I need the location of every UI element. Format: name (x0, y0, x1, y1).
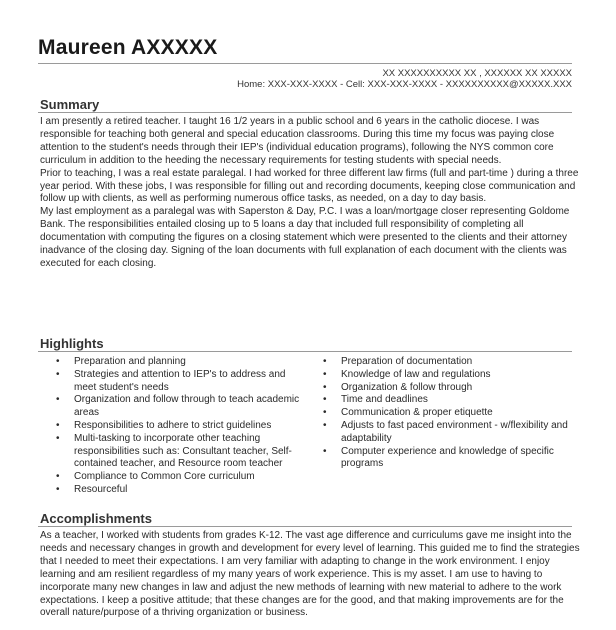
contact-line: Home: XXX-XXX-XXXX - Cell: XXX-XXX-XXXX - XXXXXXXXXX@XXXXX.XXX (237, 79, 572, 90)
list-item: • Resourceful (56, 484, 304, 497)
list-item: • Organization & follow through (323, 382, 581, 395)
highlights-divider (38, 351, 572, 352)
highlights-heading: Highlights (40, 336, 104, 351)
candidate-name: Maureen AXXXXX (38, 36, 218, 59)
accomplishments-text: As a teacher, I worked with students from grades K-12. The vast age difference and curriculums gave me insight into the needs and necessary changes in growth and development for every level of learning. This guided me to find the strategies that I needed to meet their expectations. I am very familiar with adapting to change in the work environment. I enjoy learning and am resilient regardless of my many years of work experience. This is my asset. I am use to having to incorporate many new changes in law and adjust the new methods of learning with new material to adhere to the work expectations. I keep a positive attitude; that these changes are for the good, and that making improvements are for the overall nature/purpose of a thriving organization or business. (40, 530, 580, 619)
list-item: • Responsibilities to adhere to strict guidelines (56, 420, 304, 433)
address-line: XX XXXXXXXXXX XX , XXXXXX XX XXXXX (382, 68, 572, 79)
summary-paragraph: Prior to teaching, I was a real estate paralegal. I had worked for three different law firms (full and part-time ) during a three year period. With these jobs, I was responsible for filling out and recording documents, keeping close communication and follow up with clients, as well as performing numerous office tasks, as needed, on a day to day basis. (40, 167, 579, 205)
list-item: • Preparation and planning (56, 356, 304, 369)
list-item: • Knowledge of law and regulations (323, 369, 581, 382)
list-item: • Time and deadlines (323, 394, 581, 407)
accomplishments-divider (38, 526, 572, 527)
list-item: • Organization and follow through to teach academic areas (56, 394, 304, 420)
list-item: • Adjusts to fast paced environment - w/flexibility and adaptability (323, 420, 581, 446)
accomplishments-heading: Accomplishments (40, 511, 152, 526)
summary-paragraph: I am presently a retired teacher. I taught 16 1/2 years in a public school and 6 years in the catholic diocese. I was responsible for teaching both general and special education classrooms. During this time my focus was paying close attention to the student's needs through their IEP's (individual education programs), following the NYS common core curriculum in addition to the heeding the necessary requirements for testing students with special needs. (40, 116, 555, 166)
summary-text (40, 116, 580, 271)
highlights-left-list (56, 356, 304, 497)
summary-paragraph: My last employment as a paralegal was with Saperston & Day, P.C. I was a loan/mortgage closer representing Goldome Bank. The responsibilities entailed closing up to 5 loans a day that included full responsibility of completing all documentation with computing the figures on a closing statement which were presented to the clients and their attorney inadvance of the closing day. Signing of the loan documents with full explanation of each document with the clients was executed for each closing. (40, 206, 570, 269)
list-item: • Strategies and attention to IEP's to address and meet student's needs (56, 369, 304, 395)
list-item: • Communication & proper etiquette (323, 407, 581, 420)
highlights-right-list (323, 356, 581, 471)
list-item: • Computer experience and knowledge of specific programs (323, 446, 581, 472)
summary-divider (38, 112, 572, 113)
list-item: • Compliance to Common Core curriculum (56, 471, 304, 484)
list-item: • Multi-tasking to incorporate other teaching responsibilities such as: Consultant teacher, Self-contained teacher, and Resource room teacher (56, 433, 304, 471)
list-item: • Preparation of documentation (323, 356, 581, 369)
header-divider (38, 63, 572, 64)
summary-heading: Summary (40, 97, 100, 112)
